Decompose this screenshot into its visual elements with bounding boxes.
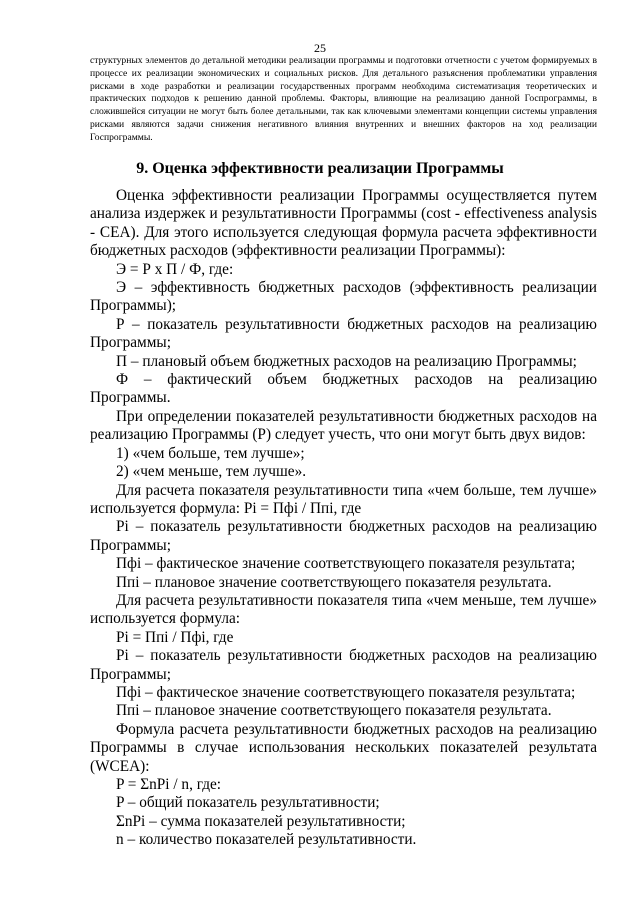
definition-line: n – количество показателей результативности. [116,831,417,849]
definition-line: П – плановый объем бюджетных расходов на реализацию Программы; [116,352,577,370]
paragraph: Для расчета результативности показателя типа «чем меньше, тем лучше» используется формула: [90,591,597,628]
intro-paragraph: структурных элементов до детальной методики реализации программы и подготовки отчетности с учетом формируемых в процессе их реализации экономических и социальных рисков. Для детального разъяснения проблематики управления рисками в ходе разработки и реализации государственных программ необходима систематизация теоретических и практических подходов к решению данной проблемы. Факторы, влияющие на реализацию данной Госпрограммы, в сложившейся ситуации не могут быть более детальными, так как ключевыми элементами концепции системы управления рисками являются задачи снижения негативного влияния внутренних и внешних факторов на ход реализации Госпрограммы. [90,55,597,143]
definition-line: Ппi – плановое значение соответствующего показателя результата. [116,702,552,720]
definition-line: Ф – фактический объем бюджетных расходов на реализацию Программы. [90,371,597,407]
paragraph: Оценка эффективности реализации Программы осуществляется путем анализа издержек и результативности Программы (cost - effectiveness analysis - CEA). Для этого используется следующая формула расчета эффективности бюджетных расходов (эффективности реализации Программы): [90,187,597,260]
formula-line: Pi = Ппi / Пфi, где [116,628,234,646]
section-heading: 9. Оценка эффективности реализации Программы [136,160,504,177]
paragraph: При определении показателей результативности бюджетных расходов на реализацию Программы (Р) следует учесть, что они могут быть двух видов: [90,407,597,444]
definition-line: Р – показатель результативности бюджетных расходов на реализацию Программы; [90,315,597,352]
definition-line: Пфi – фактическое значение соответствующего показателя результата; [116,555,576,573]
definition-line: P – общий показатель результативности; [116,794,380,812]
definition-line: Пфi – фактическое значение соответствующего показателя результата; [116,683,576,701]
paragraph: Формула расчета результативности бюджетных расходов на реализацию Программы в случае использования нескольких показателей результата (WCEA): [90,720,597,775]
list-item: 2) «чем меньше, тем лучше». [116,463,307,481]
paragraph: Для расчета показателя результативности типа «чем больше, тем лучше» используется формула: Pi = Пфi / Ппi, где [90,481,597,517]
formula-line: P = ΣnPi / n, где: [116,776,222,793]
definition-line: Pi – показатель результативности бюджетных расходов на реализацию Программы; [90,518,597,554]
definition-line: Ппi – плановое значение соответствующего показателя результата. [116,573,552,591]
definition-line: ΣnPi – сумма показателей результативности; [116,812,406,830]
formula-line: Э = Р х П / Ф, где: [116,260,234,278]
definition-line: Pi – показатель результативности бюджетных расходов на реализацию Программы; [90,647,597,683]
section-body [90,187,597,850]
page-number: 25 [314,41,326,55]
definition-line: Э – эффективность бюджетных расходов (эффективность реализации Программы); [90,279,597,315]
list-item: 1) «чем больше, тем лучше»; [116,444,305,462]
